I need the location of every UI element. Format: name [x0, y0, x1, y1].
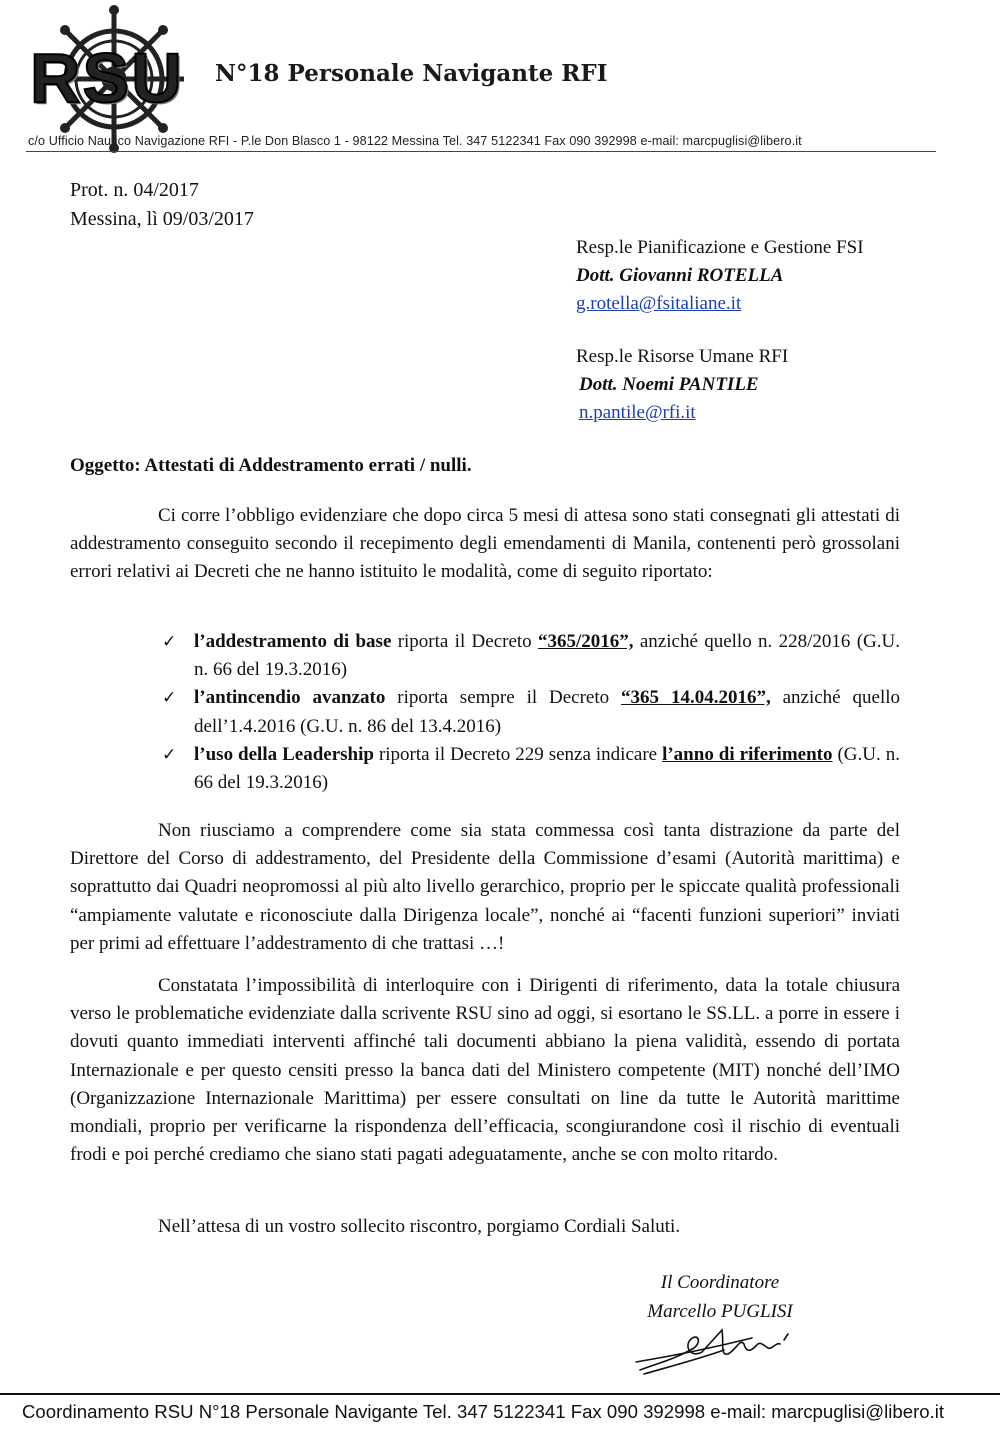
recipient-name: Dott. Giovanni ROTELLA: [576, 265, 784, 286]
item-lead: l’antincendio avanzato: [194, 687, 386, 709]
recipient-role: Resp.le Pianificazione e Gestione FSI: [576, 237, 864, 258]
checkmark-icon: ✓: [162, 744, 177, 765]
item-mid: riporta il Decreto: [391, 631, 539, 652]
recipient-role: Resp.le Risorse Umane RFI: [576, 346, 789, 367]
recipient-email-link[interactable]: n.pantile@rfi.it: [579, 402, 696, 423]
place-date: Messina, lì 09/03/2017: [70, 208, 254, 230]
checkmark-icon: ✓: [162, 632, 177, 652]
paragraph-intro: [70, 502, 900, 587]
item-mid: riporta sempre il Decreto: [385, 687, 622, 709]
item-rest: (G.U. n. 66 del 19.3.2016): [194, 743, 900, 794]
item-rest: anziché quello dell’1.4.2016 (G.U. n. 86 del 13.4.2016): [194, 687, 901, 737]
header-divider: [26, 151, 936, 152]
item-highlight: “365/2016”,: [538, 631, 634, 652]
footer-contact: Coordinamento RSU N°18 Personale Navigante Tel. 347 5122341 Fax 090 392998 e-mail: marcpuglisi@libero.it: [22, 1401, 945, 1422]
header-address: c/o Ufficio Nautico Navigazione RFI - P.le Don Blasco 1 - 98122 Messina Tel. 347 5122341 Fax 090 392998 e-mail: marcpuglisi@libero.it: [28, 134, 802, 148]
recipient-name: Dott. Noemi PANTILE: [579, 374, 759, 395]
signer-name: Marcello PUGLISI: [647, 1301, 793, 1322]
paragraph-third: [70, 972, 900, 1169]
item-rest: anziché quello n. 228/2016 (G.U. n. 66 del 19.3.2016): [194, 631, 900, 681]
list-item: [162, 628, 900, 684]
item-highlight: l’anno di riferimento: [662, 743, 833, 765]
recipient-email-link[interactable]: g.rotella@fsitaliane.it: [576, 293, 742, 314]
recipient-1: [576, 234, 864, 318]
recipient-2: [576, 343, 788, 427]
paragraph-closing: [70, 1213, 900, 1241]
protocol-block: [70, 176, 254, 234]
paragraph-text: Nell’attesa di un vostro sollecito riscontro, porgiamo Cordiali Saluti.: [158, 1216, 681, 1237]
paragraph-text: Constatata l’impossibilità di interloquire con i Dirigenti di riferimento, data la totale chiusura verso le problematiche evidenziate dalla scrivente RSU sino ad oggi, si esortano le SS.LL. a porre in essere i dovuti quanto immediati interventi affinché tali documenti abbiano la piena validità, essendo di portata Internazionale e per questo censiti presso la banca dati del Ministero competente (MIT) nonché dell’IMO (Organizzazione Internazionale Marittima) per essere consultati on line da tutte le Autorità marittime mondiali, proprio per verificarne la rispondenza dell’efficacia, scongiurandone così il rischio di eventuali frodi e poi perché crediamo che siano stati pagati adeguatamente, anche se con molto ritardo.: [70, 975, 900, 1166]
subject-line: Oggetto: Attestati di Addestramento errati / nulli.: [70, 455, 472, 476]
signer-title: Il Coordinatore: [660, 1272, 780, 1293]
letterhead: [0, 0, 1000, 160]
paragraph-text: Non riusciamo a comprendere come sia stata commessa così tanta distrazione da parte del Direttore del Corso di addestramento, del Presidente della Commissione d’esami (Autorità marittima) e soprattutto dai Quadri neopromossi al più alto livello gerarchico, proprio per le spiccate qualità professionali “ampiamente valutate e riconosciute dalla Dirigenza locale”, nonché ai “facenti funzioni superiori” inviati per primi ad effettuare l’addestramento di che trattasi …!: [70, 820, 900, 954]
item-lead: l’addestramento di base: [194, 631, 392, 652]
checklist: [162, 628, 900, 797]
rsu-logo-text: RSU: [30, 39, 184, 117]
paragraph-second: [70, 817, 900, 958]
list-item: [162, 741, 900, 797]
item-lead: l’uso della Leadership: [194, 743, 374, 765]
organization-name: N°18 Personale Navigante RFI: [215, 60, 608, 87]
item-highlight: “365 14.04.2016”,: [621, 687, 771, 709]
list-item: [162, 684, 900, 740]
handwritten-signature: [632, 1318, 802, 1378]
paragraph-text: Ci corre l’obbligo evidenziare che dopo circa 5 mesi di attesa sono stati consegnati gli attestati di addestramento conseguito secondo il recepimento degli emendamenti di Manila, contenenti però grossolani errori relativi ai Decreti che ne hanno istituito le modalità, come di seguito riportato:: [70, 505, 900, 583]
footer-divider: [0, 1393, 1000, 1395]
protocol-number: Prot. n. 04/2017: [70, 179, 199, 201]
item-mid: riporta il Decreto 229 senza indicare: [373, 743, 663, 765]
checkmark-icon: ✓: [162, 688, 177, 709]
